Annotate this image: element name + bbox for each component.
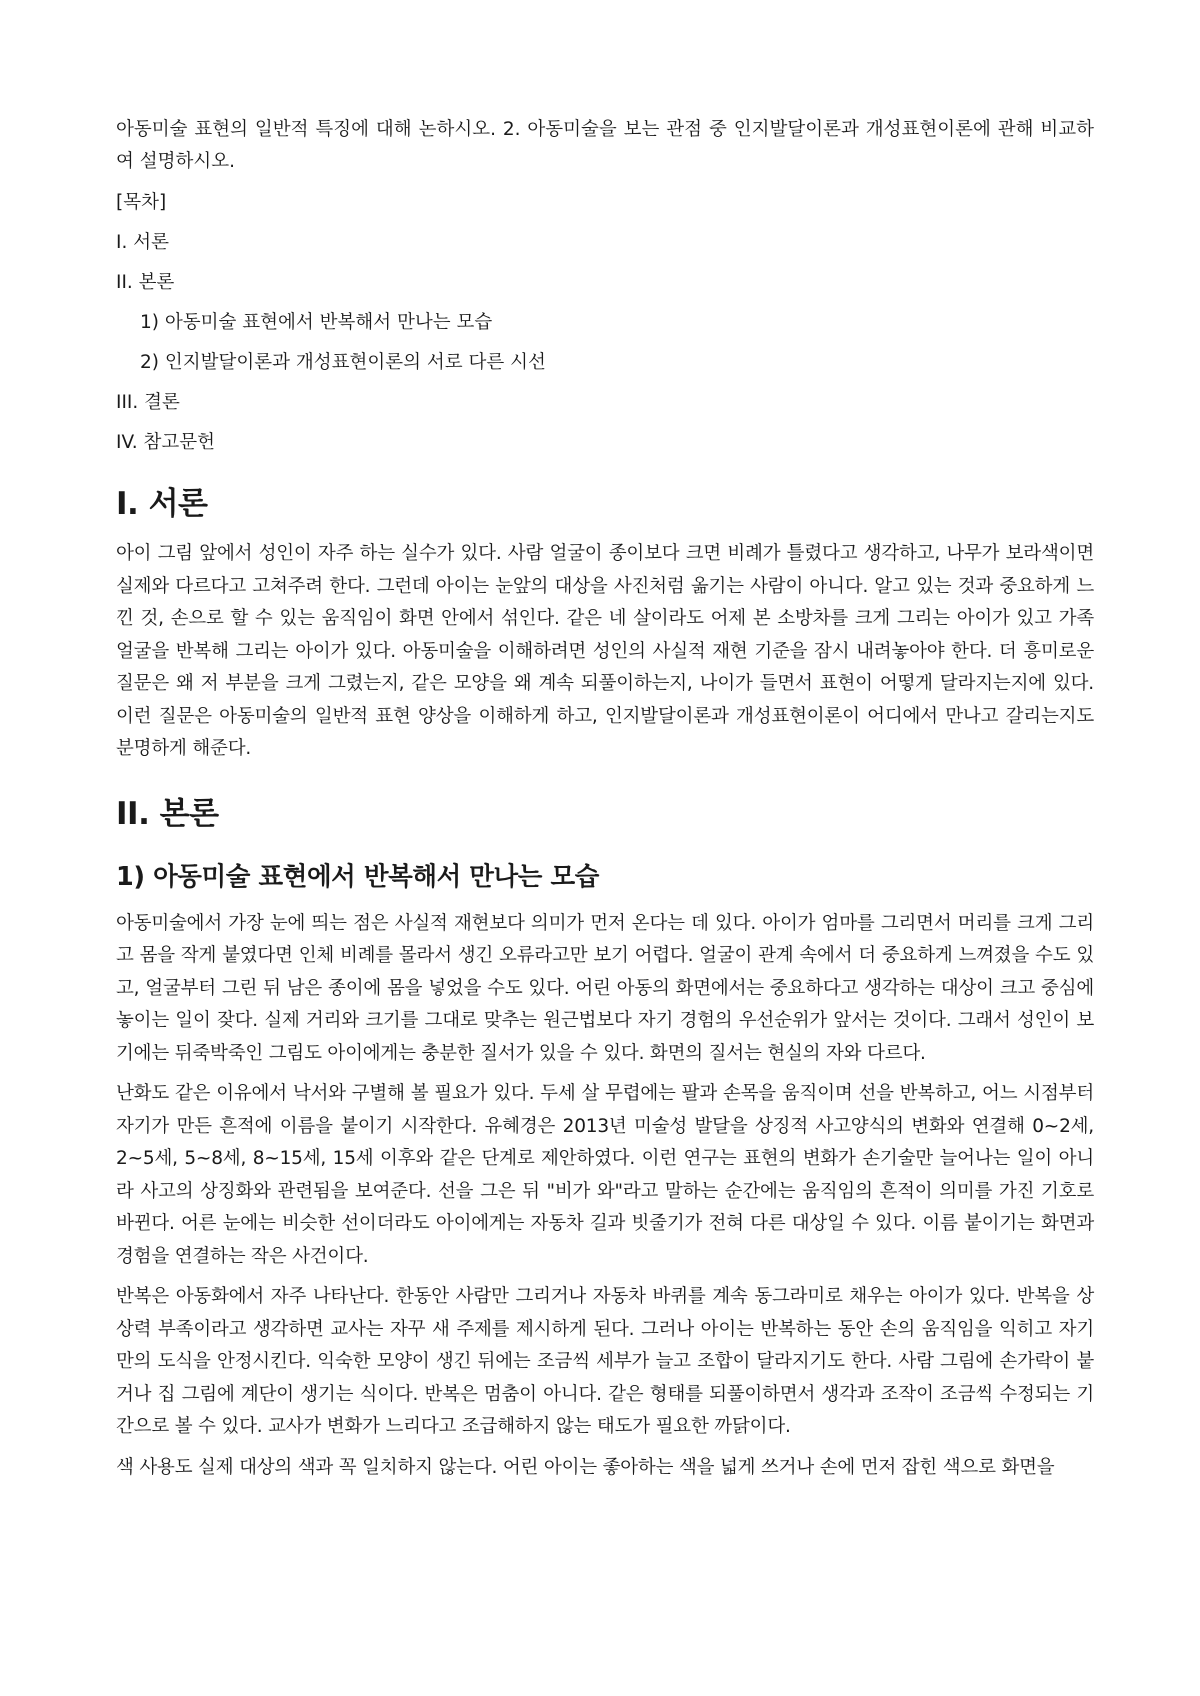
toc-heading: [목차] bbox=[116, 192, 167, 213]
body-paragraph: 색 사용도 실제 대상의 색과 꼭 일치하지 않는다. 어린 아이는 좋아하는 색을 넓게 쓰거나 손에 먼저 잡힌 색으로 화면을 bbox=[116, 1456, 1055, 1478]
toc-item-body: II. 본론 bbox=[116, 272, 175, 293]
subsection-title-1: 1) 아동미술 표현에서 반복해서 만나는 모습 bbox=[116, 861, 599, 892]
toc-item-intro: I. 서론 bbox=[116, 232, 169, 253]
toc-item-body-sub2: 2) 인지발달이론과 개성표현이론의 서로 다른 시선 bbox=[140, 352, 546, 373]
table-of-contents bbox=[116, 190, 1094, 456]
toc-item-conclusion: III. 결론 bbox=[116, 392, 180, 413]
body-paragraph: 반복은 아동화에서 자주 나타난다. 한동안 사람만 그리거나 자동차 바퀴를 계속 동그라미로 채우는 아이가 있다. 반복을 상상력 부족이라고 생각하면 교사는 자꾸 새 주제를 제시하게 된다. 그러나 아이는 반복하는 동안 손의 움직임을 익히고 자기만의 도식을 안정시킨다. 익숙한 모양이 생긴 뒤에는 조금씩 세부가 늘고 조합이 달라지기도 한다. 사람 그림에 손가락이 붙거나 집 그림에 계단이 생기는 식이다. 반복은 멈춤이 아니다. 같은 형태를 되풀이하면서 생각과 조작이 조금씩 수정되는 기간으로 볼 수 있다. 교사가 변화가 느리다고 조급해하지 않는 태도가 필요한 까닭이다. bbox=[116, 1286, 1094, 1437]
section-title-body: II. 본론 bbox=[116, 795, 219, 832]
assignment-question: 아동미술 표현의 일반적 특징에 대해 논하시오. 2. 아동미술을 보는 관점 중 인지발달이론과 개성표현이론에 관해 비교하여 설명하시오. bbox=[116, 119, 1094, 172]
toc-item-body-sub1: 1) 아동미술 표현에서 반복해서 만나는 모습 bbox=[140, 312, 493, 333]
body-paragraph: 아동미술에서 가장 눈에 띄는 점은 사실적 재현보다 의미가 먼저 온다는 데 있다. 아이가 엄마를 그리면서 머리를 크게 그리고 몸을 작게 붙였다면 인체 비례를 몰라서 생긴 오류라고만 보기 어렵다. 얼굴이 관계 속에서 더 중요하게 느껴졌을 수도 있고, 얼굴부터 그린 뒤 남은 종이에 몸을 넣었을 수도 있다. 어린 아동의 화면에서는 중요하다고 생각하는 대상이 크고 중심에 놓이는 일이 잦다. 실제 거리와 크기를 그대로 맞추는 원근법보다 자기 경험의 우선순위가 앞서는 것이다. 그래서 성인이 보기에는 뒤죽박죽인 그림도 아이에게는 충분한 질서가 있을 수 있다. 화면의 질서는 현실의 자와 다르다. bbox=[116, 912, 1094, 1064]
toc-item-references: IV. 참고문헌 bbox=[116, 432, 215, 453]
intro-paragraph: 아이 그림 앞에서 성인이 자주 하는 실수가 있다. 사람 얼굴이 종이보다 크면 비례가 틀렸다고 생각하고, 나무가 보라색이면 실제와 다르다고 고쳐주려 한다. 그런데 아이는 눈앞의 대상을 사진처럼 옮기는 사람이 아니다. 알고 있는 것과 중요하게 느낀 것, 손으로 할 수 있는 움직임이 화면 안에서 섞인다. 같은 네 살이라도 어제 본 소방차를 크게 그리는 아이가 있고 가족 얼굴을 반복해 그리는 아이가 있다. 아동미술을 이해하려면 성인의 사실적 재현 기준을 잠시 내려놓아야 한다. 더 흥미로운 질문은 왜 저 부분을 크게 그렸는지, 같은 모양을 왜 계속 되풀이하는지, 나이가 들면서 표현이 어떻게 달라지는지에 있다. 이런 질문은 아동미술의 일반적 표현 양상을 이해하게 하고, 인지발달이론과 개성표현이론이 어디에서 만나고 갈리는지도 분명하게 해준다. bbox=[116, 543, 1094, 759]
body-paragraph: 난화도 같은 이유에서 낙서와 구별해 볼 필요가 있다. 두세 살 무렵에는 팔과 손목을 움직이며 선을 반복하고, 어느 시점부터 자기가 만든 흔적에 이름을 붙이기 시작한다. 유혜경은 2013년 미술성 발달을 상징적 사고양식의 변화와 연결해 0~2세, 2~5세, 5~8세, 8~15세, 15세 이후와 같은 단계로 제안하였다. 이런 연구는 표현의 변화가 손기술만 늘어나는 일이 아니라 사고의 상징화와 관련됨을 보여준다. 선을 그은 뒤 "비가 와"라고 말하는 순간에는 움직임의 흔적이 의미를 가진 기호로 바뀐다. 어른 눈에는 비슷한 선이더라도 아이에게는 자동차 길과 빗줄기가 전혀 다른 대상일 수 있다. 이름 붙이기는 화면과 경험을 연결하는 작은 사건이다. bbox=[116, 1083, 1094, 1267]
section-title-intro: I. 서론 bbox=[116, 486, 208, 522]
